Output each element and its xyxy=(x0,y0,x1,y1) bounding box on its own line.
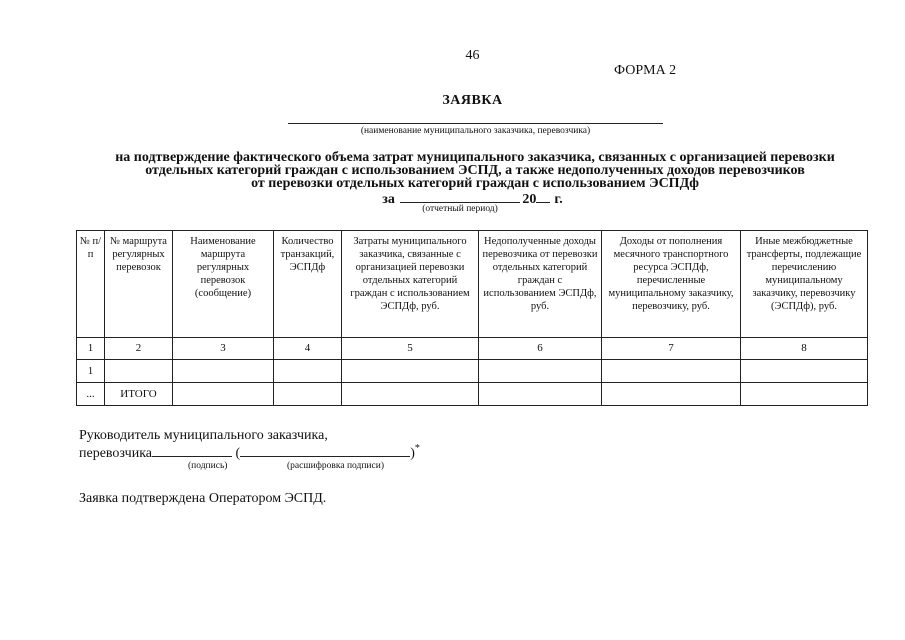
column-number: 4 xyxy=(274,338,342,360)
open-paren: ( xyxy=(235,446,241,461)
header-cell: Затраты муниципального заказчика, связанные с организацией перевозки отдельных категорий граждан с использованием ЭСПДф, руб. xyxy=(342,231,479,338)
footnote-star: * xyxy=(414,443,420,454)
form-label: ФОРМА 2 xyxy=(614,63,677,78)
table-cell xyxy=(602,383,741,406)
table-total-row xyxy=(77,383,868,406)
table-cell: ИТОГО xyxy=(105,383,173,406)
signature-line-2 xyxy=(79,444,420,462)
table-cell xyxy=(479,360,602,383)
heading-line: отдельных категорий граждан с использованием ЭСПД, а также недополученных доходов перевозчиков xyxy=(145,163,805,178)
decode-blank xyxy=(240,444,410,457)
header-cell: Количество транзакций, ЭСПДф xyxy=(274,231,342,338)
table-cell xyxy=(342,360,479,383)
table-cell xyxy=(173,360,274,383)
column-number: 2 xyxy=(105,338,173,360)
heading-line: от перевозки отдельных категорий граждан с использованием ЭСПДф xyxy=(251,176,699,191)
year-prefix: 20 xyxy=(522,192,537,207)
column-number: 8 xyxy=(741,338,868,360)
column-number: 6 xyxy=(479,338,602,360)
column-number: 7 xyxy=(602,338,741,360)
table-cell xyxy=(602,360,741,383)
table-cell xyxy=(274,360,342,383)
table-cell xyxy=(274,383,342,406)
name-underline xyxy=(288,123,663,124)
document-title: ЗАЯВКА xyxy=(442,93,503,108)
signature-label: перевозчика xyxy=(79,446,153,461)
period-suffix: г. xyxy=(554,192,563,207)
table-cell xyxy=(342,383,479,406)
year-blank xyxy=(536,190,550,203)
table-cell xyxy=(173,383,274,406)
table-cell: ... xyxy=(77,383,105,406)
confirmation-text: Заявка подтверждена Оператором ЭСПД. xyxy=(79,491,327,506)
table-cell xyxy=(479,383,602,406)
period-caption: (отчетный период) xyxy=(422,204,498,214)
table-cell xyxy=(741,383,868,406)
document-heading xyxy=(60,151,890,190)
period-prefix: за xyxy=(382,192,395,207)
header-cell: № маршрута регулярных перевозок xyxy=(105,231,173,338)
heading-line: на подтверждение фактического объема затрат муниципального заказчика, связанных с организацией перевозки xyxy=(115,150,835,165)
signature-caption: (подпись) xyxy=(188,461,228,471)
table-cell: 1 xyxy=(77,360,105,383)
table-cell xyxy=(741,360,868,383)
close-paren: ) xyxy=(410,446,415,461)
report-table xyxy=(76,230,868,406)
header-cell: Иные межбюджетные трансферты, подлежащие перечислению муниципальному заказчику, перевозчику (ЭСПДф), руб. xyxy=(741,231,868,338)
table-row xyxy=(77,360,868,383)
decode-caption: (расшифровка подписи) xyxy=(287,461,384,471)
column-number: 3 xyxy=(173,338,274,360)
table-header-row xyxy=(77,231,868,338)
column-number: 5 xyxy=(342,338,479,360)
table-cell xyxy=(105,360,173,383)
period-blank xyxy=(400,190,520,203)
column-number: 1 xyxy=(77,338,105,360)
header-cell: Наименование маршрута регулярных перевозок (сообщение) xyxy=(173,231,274,338)
header-cell: № п/п xyxy=(77,231,105,338)
name-caption: (наименование муниципального заказчика, перевозчика) xyxy=(360,126,591,136)
signature-line-1: Руководитель муниципального заказчика, xyxy=(79,428,328,443)
page-number: 46 xyxy=(465,48,480,63)
header-cell: Недополученные доходы перевозчика от перевозки отдельных категорий граждан с использованием ЭСПДф, руб. xyxy=(479,231,602,338)
signature-blank xyxy=(152,444,232,457)
header-cell: Доходы от пополнения месячного транспортного ресурса ЭСПДф, перечисленные муниципальному заказчику, перевозчику, руб. xyxy=(602,231,741,338)
column-number-row xyxy=(77,338,868,360)
